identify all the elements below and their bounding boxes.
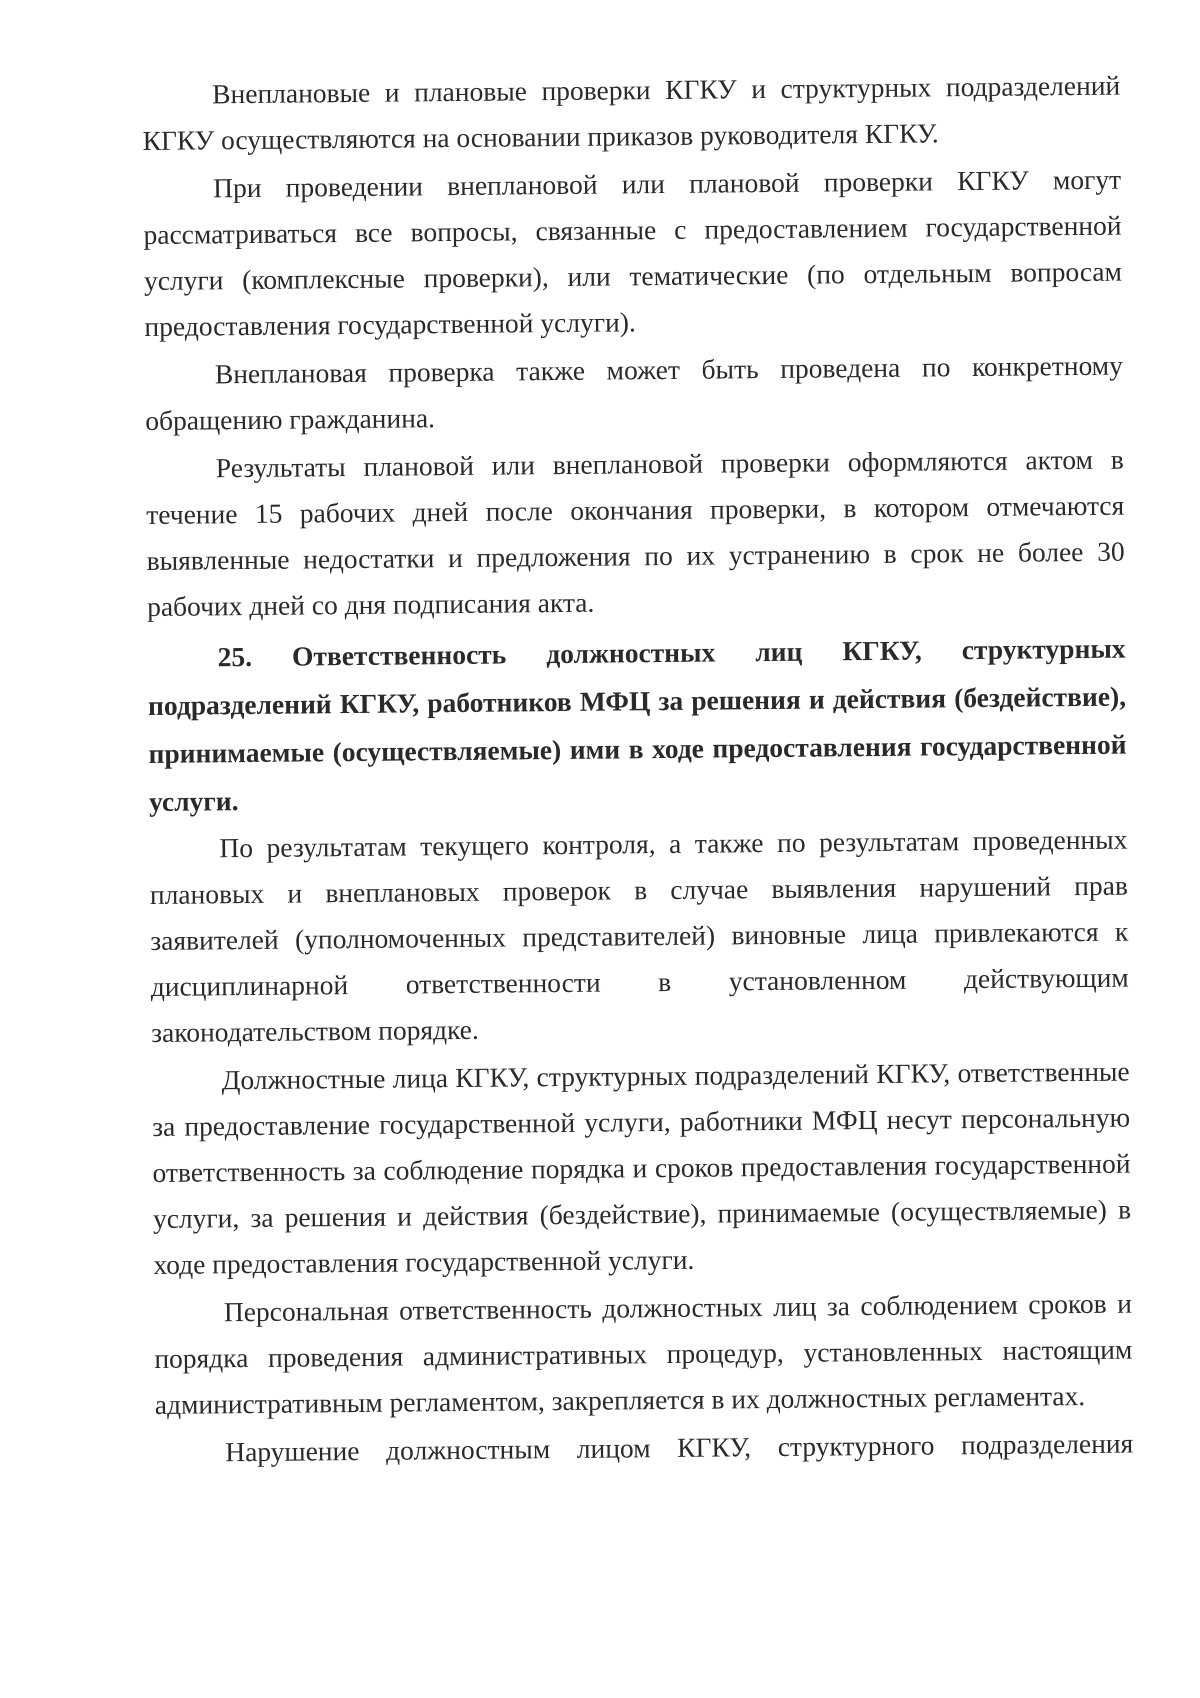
paragraph-personal-responsibility: Должностные лица КГКУ, структурных подразделений КГКУ, ответственные за предоставление государственной услуги, работники МФЦ несут персональную ответственность за соблюдение порядка и сроков предоставления государственной услуги, за решения и действия (бездействие), принимаемые (осуществляемые) в ходе предоставления государственной услуги. xyxy=(151,1055,1132,1280)
section-heading-25: 25. Ответственность должностных лиц КГКУ, структурных подразделений КГКУ, работников МФЦ за решения и действия (бездействие), принимаемые (осуществляемые) ими в ходе предоставления государственной услуги. xyxy=(147,632,1127,817)
paragraph-inspection-scope: При проведении внеплановой или плановой проверки КГКУ могут рассматриваться все вопросы, связанные с предоставлением государственной услуги (комплексные проверки), или тематические (по отдельным вопросам предоставления государственной услуги). xyxy=(143,163,1123,342)
paragraph-job-regulations: Персональная ответственность должностных лиц за соблюдением сроков и порядка проведения административных процедур, установленных настоящим административным регламентом, закрепляется в их должностных регламентах. xyxy=(154,1287,1133,1420)
paragraph-unscheduled-inspection: Внеплановая проверка также может быть проведена по конкретному обращению гражданина. xyxy=(145,349,1124,436)
paragraph-inspections-basis: Внеплановые и плановые проверки КГКУ и структурных подразделений КГКУ осуществляются на основании приказов руководителя КГКУ. xyxy=(142,69,1121,156)
paragraph-violation: Нарушение должностным лицом КГКУ, структурного подразделения xyxy=(225,1427,1134,1468)
paragraph-disciplinary-liability: По результатам текущего контроля, а также по результатам проведенных плановых и внеплановых проверок в случае выявления нарушений прав заявителей (уполномоченных представителей) виновные лица привлекаются к дисциплинарной ответственности в установленном действующим законодательством порядке. xyxy=(149,823,1129,1048)
paragraph-inspection-results: Результаты плановой или внеплановой проверки оформляются актом в течение 15 рабочих дней после окончания проверки, в котором отмечаются выявленные недостатки и предложения по их устранению в срок не более 30 рабочих дней со дня подписания акта. xyxy=(146,443,1125,622)
document-body xyxy=(142,63,1133,1476)
